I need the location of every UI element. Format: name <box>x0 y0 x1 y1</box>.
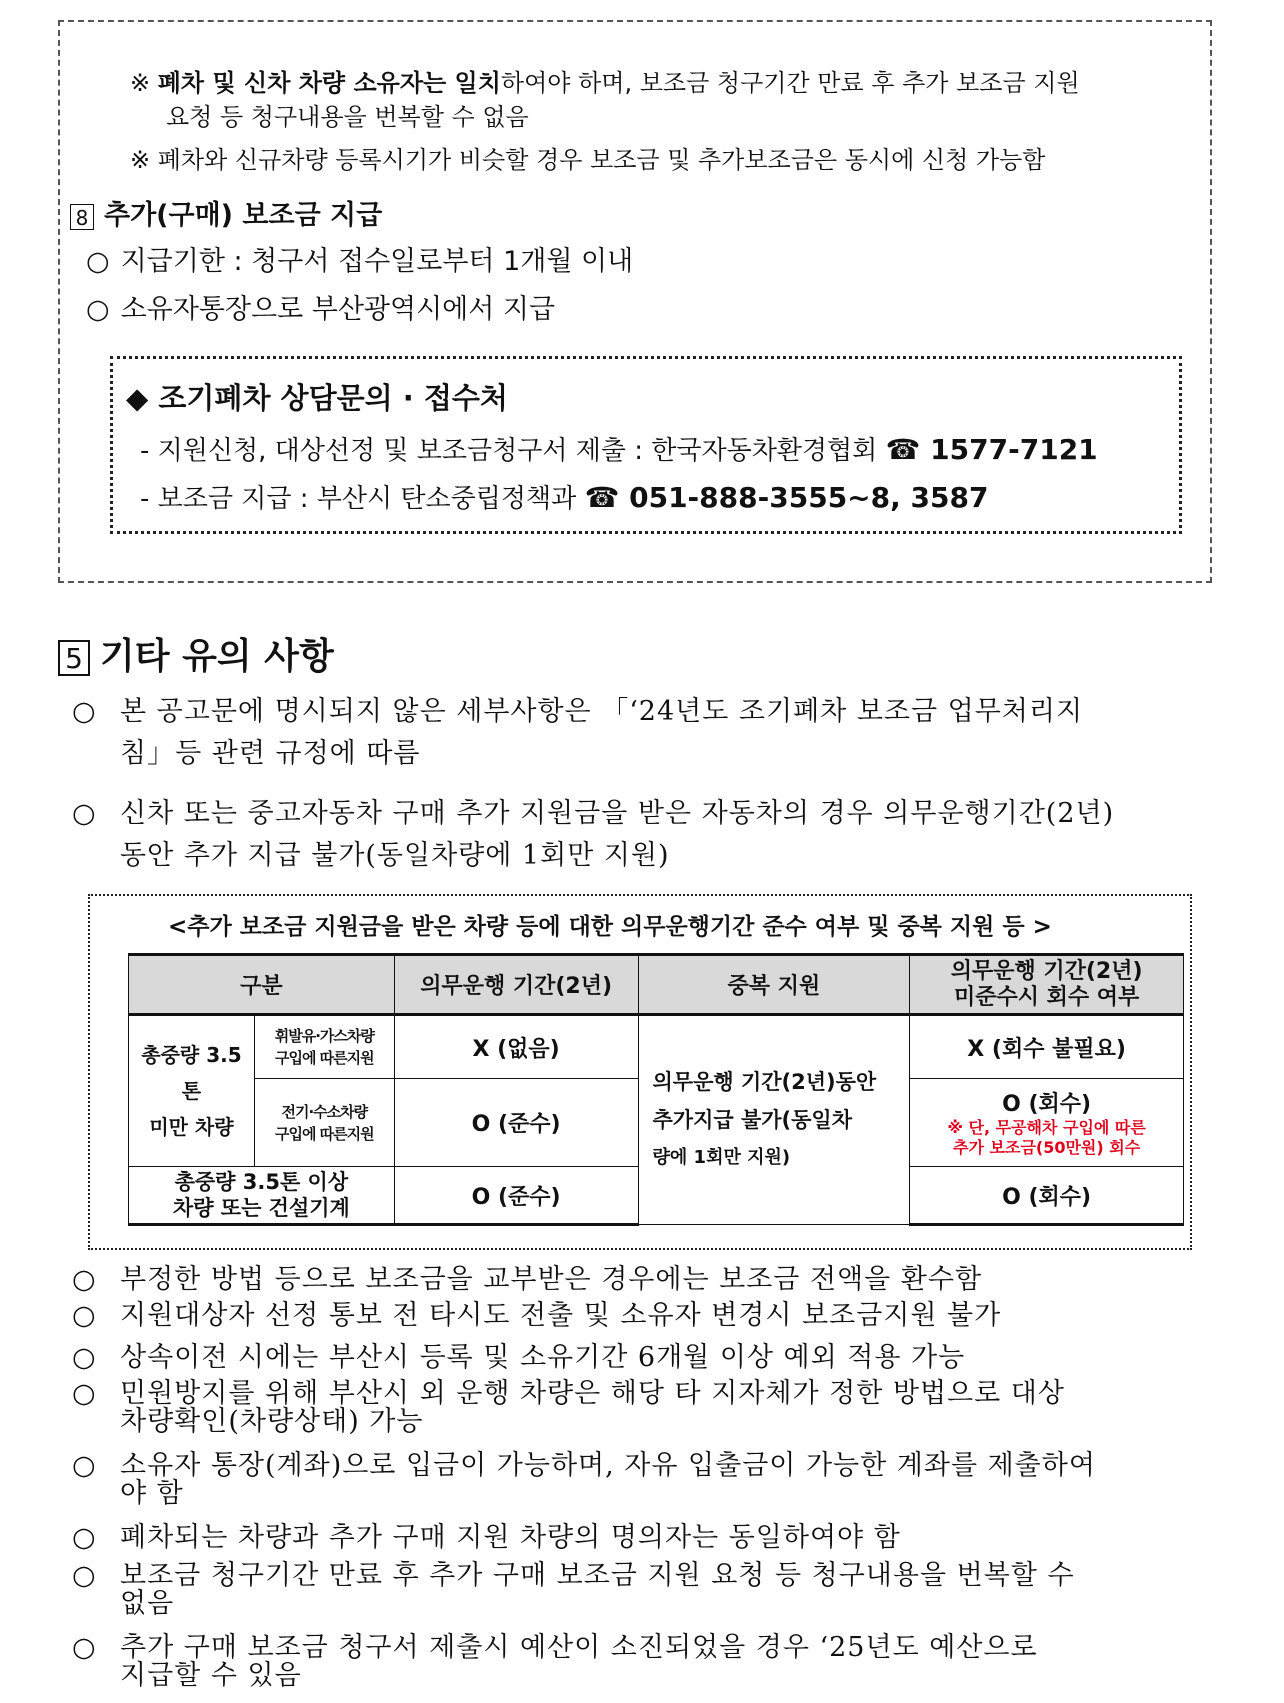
section-5-title: 기타 유의 사항 <box>100 636 334 677</box>
section-8-title: 추가(구매) 보조금 지급 <box>104 200 383 231</box>
note-owner-match-line2: 요청 등 청구내용을 번복할 수 없음 <box>166 103 529 131</box>
list-item-continuation: 지급할 수 있음 <box>120 1660 302 1691</box>
list-item: ○ 신차 또는 중고자동차 구매 추가 지원금을 받은 자동차의 경우 의무운행기간(2년) <box>72 798 1115 829</box>
list-item: ○ 소유자통장으로 부산광역시에서 지급 <box>86 294 556 325</box>
section-5-heading <box>58 628 334 679</box>
compliance-table <box>128 953 1184 1226</box>
list-item: ○ 보조금 청구기간 만료 후 추가 구매 보조금 지원 요청 등 청구내용을 번복할 수 <box>72 1560 1075 1591</box>
list-item: ○ 소유자 통장(계좌)으로 입금이 가능하며, 자유 입출금이 가능한 계좌를 제출하여 <box>72 1450 1096 1481</box>
header-recovery: 의무운행 기간(2년) 미준수시 회수 여부 <box>910 955 1184 1015</box>
sub-electric-hydrogen: 전기·수소차량 구입에 따른지원 <box>254 1079 394 1167</box>
table-caption: <추가 보조금 지원금을 받은 차량 등에 대한 의무운행기간 준수 여부 및 중복 지원 등 > <box>168 914 1052 940</box>
phone-number: ☎ 1577-7121 <box>885 433 1098 466</box>
list-item: ○ 민원방지를 위해 부산시 외 운행 차량은 해당 타 지자체가 정한 방법으로 대상 <box>72 1378 1065 1409</box>
list-item: ○ 폐차되는 차량과 추가 구매 지원 차량의 명의자는 동일하여야 함 <box>72 1522 901 1553</box>
period-cell: O (준수) <box>394 1167 638 1225</box>
group-over-3.5t: 총중량 3.5톤 이상 차량 또는 건설기계 <box>129 1167 395 1225</box>
note-owner-match-bold: 폐차 및 신차 차량 소유자는 일치 <box>157 69 501 97</box>
period-cell: O (준수) <box>394 1079 638 1167</box>
list-item-continuation: 없음 <box>120 1588 175 1619</box>
list-item-continuation: 동안 추가 지급 불가(동일차량에 1회만 지원) <box>120 840 670 871</box>
recovery-cell: X (회수 불필요) <box>910 1015 1184 1079</box>
duplicate-support-cell: 의무운행 기간(2년)동안 추가지급 불가(동일차 량에 1회만 지원) <box>638 1015 910 1225</box>
sub-gasoline-gas: 휘발유·가스차량 구입에 따른지원 <box>254 1015 394 1079</box>
contact-title: ◆ 조기폐차 상담문의 · 접수처 <box>126 381 508 415</box>
section-8-heading <box>70 193 382 232</box>
recovery-cell: O (회수) ※ 단, 무공해차 구입에 따른 추가 보조금(50만원) 회수 <box>910 1079 1184 1167</box>
list-item: ○ 상속이전 시에는 부산시 등록 및 소유기간 6개월 이상 예외 적용 가능 <box>72 1342 966 1373</box>
note-owner-match: ※ 폐차 및 신차 차량 소유자는 일치하여야 하며, 보조금 청구기간 만료 후 추가 보조금 지원 <box>130 69 1080 97</box>
red-note: 추가 보조금(50만원) 회수 <box>953 1138 1141 1157</box>
group-under-3.5t: 총중량 3.5톤 미만 차량 <box>129 1015 255 1167</box>
list-item: ○ 추가 구매 보조금 청구서 제출시 예산이 소진되었을 경우 ‘25년도 예산으로 <box>72 1632 1038 1663</box>
list-item: ○ 본 공고문에 명시되지 않은 세부사항은 「‘24년도 조기폐차 보조금 업무처리지 <box>72 696 1084 727</box>
list-item-continuation: 침」등 관련 규정에 따름 <box>120 738 421 769</box>
list-item-continuation: 야 함 <box>120 1478 184 1509</box>
list-item-continuation: 차량확인(차량상태) 가능 <box>120 1406 424 1437</box>
period-cell: X (없음) <box>394 1015 638 1079</box>
red-note: ※ 단, 무공해차 구입에 따른 <box>947 1118 1146 1137</box>
note-simultaneous-application: ※ 폐차와 신규차량 등록시기가 비슷할 경우 보조금 및 추가보조금은 동시에 신청 가능함 <box>130 146 1046 174</box>
table-row <box>129 1015 1184 1079</box>
phone-number: ☎ 051-888-3555~8, 3587 <box>584 481 989 514</box>
section-5-number: 5 <box>58 640 90 676</box>
list-item: ○ 부정한 방법 등으로 보조금을 교부받은 경우에는 보조금 전액을 환수함 <box>72 1264 983 1295</box>
recovery-cell: O (회수) <box>910 1167 1184 1225</box>
contact-line-payment: - 보조금 지급 : 부산시 탄소중립정책과 ☎ 051-888-3555~8, 3587 <box>140 481 989 514</box>
list-item: ○ 지급기한 : 청구서 접수일로부터 1개월 이내 <box>86 246 634 277</box>
section-8-number: 8 <box>70 204 94 230</box>
table-header-row <box>129 955 1184 1015</box>
header-category: 구분 <box>129 955 395 1015</box>
header-duplicate: 중복 지원 <box>638 955 910 1015</box>
list-item: ○ 지원대상자 선정 통보 전 타시도 전출 및 소유자 변경시 보조금지원 불가 <box>72 1300 1002 1331</box>
contact-line-application: - 지원신청, 대상선정 및 보조금청구서 제출 : 한국자동차환경협회 ☎ 1577-7121 <box>140 433 1098 466</box>
header-period: 의무운행 기간(2년) <box>394 955 638 1015</box>
